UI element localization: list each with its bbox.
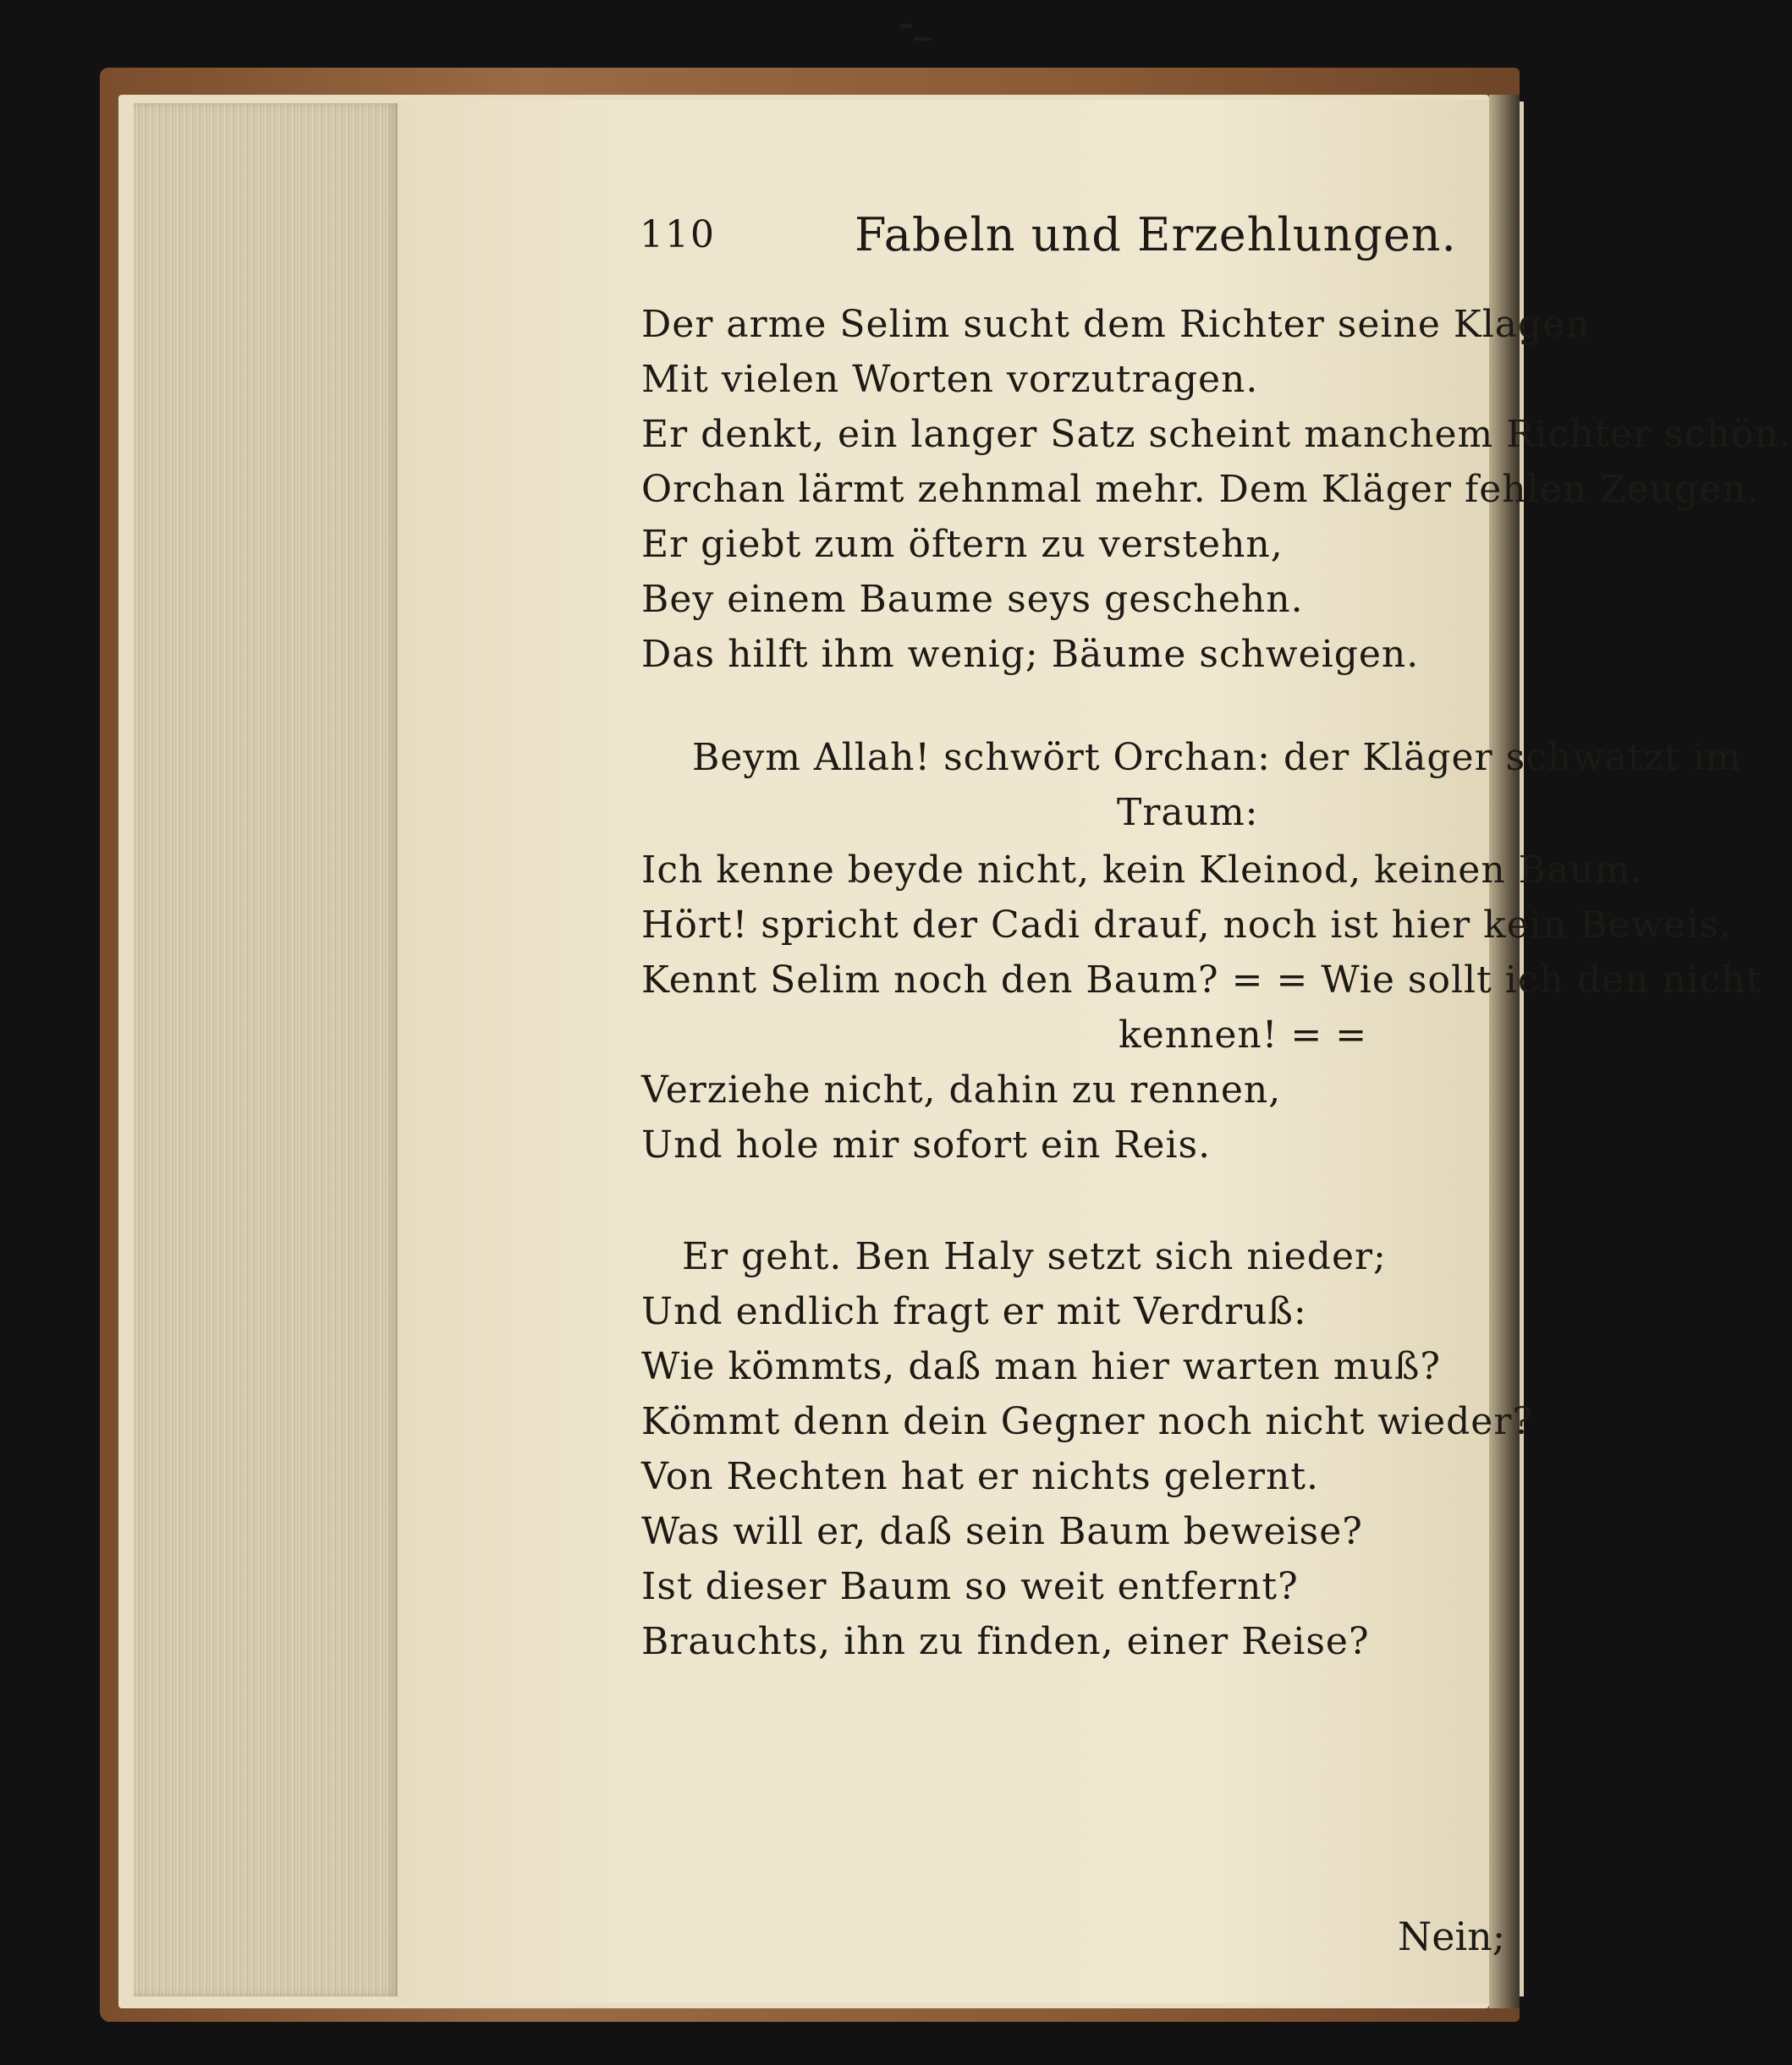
running-title: Fabeln und Erzehlungen. [855, 208, 1457, 261]
catchword: Nein; [1398, 1914, 1506, 1959]
verse-line: Und hole mir sofort ein Reis. [641, 1123, 1212, 1167]
verse-line: Kömmt denn dein Gegner noch nicht wieder? [641, 1400, 1533, 1443]
verse-line: Bey einem Baume seys geschehn. [641, 578, 1304, 621]
verse-line: Verziehe nicht, dahin zu rennen, [641, 1068, 1282, 1112]
verse-line: Orchan lärmt zehnmal mehr. Dem Kläger fehlen Zeugen. [641, 468, 1760, 511]
verse-line: Er geht. Ben Haly setzt sich nieder; [682, 1235, 1387, 1278]
verse-line: Das hilft ihm wenig; Bäume schweigen. [641, 633, 1420, 676]
verse-line: Hört! spricht der Cadi drauf, noch ist hier kein Beweis. [641, 903, 1732, 947]
verse-line: Der arme Selim sucht dem Richter seine Klagen [641, 303, 1591, 346]
verse-line: Er giebt zum öftern zu verstehn, [641, 523, 1284, 566]
verse-line: Und endlich fragt er mit Verdruß: [641, 1290, 1307, 1333]
verse-line: Mit vielen Worten vorzutragen. [641, 358, 1259, 401]
verse-line: Was will er, daß sein Baum beweise? [641, 1510, 1363, 1553]
verse-line-continuation: kennen! = = [1119, 1013, 1368, 1057]
dust-speck [900, 24, 912, 28]
verse-line: Er denkt, ein langer Satz scheint manchem Richter schön. [641, 413, 1792, 456]
verse-line: Kennt Selim noch den Baum? = = Wie sollt ich den nicht [641, 958, 1762, 1002]
verse-line-continuation: Traum: [1117, 791, 1259, 834]
page-edges [134, 103, 398, 1996]
verse-line: Ist dieser Baum so weit entfernt? [641, 1565, 1299, 1608]
gutter-shadow [1489, 95, 1520, 2008]
verse-line: Beym Allah! schwört Orchan: der Kläger schwatzt im [692, 736, 1742, 779]
verse-line: Wie kömmts, daß man hier warten muß? [641, 1345, 1441, 1388]
dust-speck [914, 37, 932, 41]
verse-line: Brauchts, ihn zu finden, einer Reise? [641, 1620, 1370, 1663]
page-number: 110 [640, 213, 716, 256]
verse-line: Von Rechten hat er nichts gelernt. [641, 1455, 1320, 1498]
verse-line: Ich kenne beyde nicht, kein Kleinod, keinen Baum. [641, 849, 1644, 892]
